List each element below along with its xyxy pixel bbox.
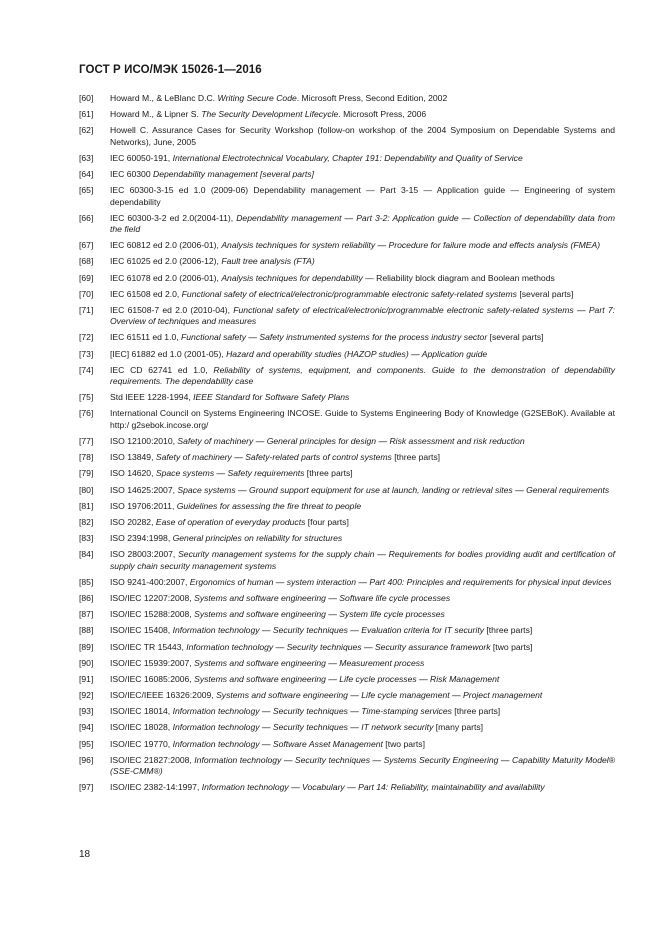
reference-number: [78]	[79, 452, 94, 463]
reference-text-segment: IEC 61025 ed 2.0 (2006-12),	[110, 256, 222, 267]
reference-number: [73]	[79, 348, 94, 359]
page-number: 18	[79, 849, 91, 860]
reference-title-italic: Information technology — Security techniques — Security assurance framework	[186, 641, 491, 652]
reference-number: [92]	[79, 690, 94, 701]
reference-text-segment: [many parts]	[433, 722, 484, 733]
reference-text-segment: [three parts]	[484, 625, 533, 636]
reference-item	[79, 305, 615, 328]
reference-title-italic: Functional safety — Safety instrumented systems for the process industry sector	[181, 332, 488, 343]
reference-text	[110, 674, 615, 685]
reference-text-segment: ISO 19706:2011,	[110, 500, 177, 511]
reference-item	[79, 782, 615, 793]
reference-title-italic: Space systems — Ground support equipment for use at launch, landing or retrieval sites — General requirements	[177, 484, 610, 495]
reference-title-italic: Fault tree analysis (FTA)	[221, 256, 315, 267]
reference-item	[79, 593, 615, 604]
reference-text-segment: ISO 28003:2007,	[110, 549, 179, 560]
reference-text-segment: Howard M., & Lipner S.	[110, 109, 202, 120]
reference-number: [95]	[79, 738, 94, 749]
reference-title-italic: Information technology — Security techniques — Systems Security Engineering — Capability Maturity Model® (SSE-CMM®)	[110, 754, 615, 777]
reference-text	[110, 169, 615, 180]
reference-text-segment: [two parts]	[382, 738, 425, 749]
reference-text	[110, 501, 615, 512]
reference-item	[79, 436, 615, 447]
reference-text	[110, 436, 615, 447]
reference-text-segment: . Microsoft Press, Second Edition, 2002	[296, 93, 448, 103]
reference-text-segment: IEC 60300-3-2 ed 2.0(2004-11),	[110, 212, 237, 223]
reference-number: [60]	[79, 93, 94, 103]
reference-text-segment: IEC 60812 ed 2.0 (2006-01),	[110, 240, 222, 251]
reference-item	[79, 625, 615, 636]
reference-text	[110, 93, 615, 104]
reference-number: [65]	[79, 185, 94, 196]
reference-text-segment: ISO/IEC 18028,	[110, 722, 173, 733]
reference-item	[79, 739, 615, 750]
reference-number: [83]	[79, 533, 94, 544]
reference-number: [88]	[79, 625, 94, 636]
reference-text-segment: ISO 14620,	[110, 468, 156, 479]
reference-text	[110, 289, 615, 300]
reference-text-segment: [three parts]	[451, 706, 501, 717]
reference-title-italic: Systems and software engineering — Life cycle processes — Risk Management	[194, 673, 500, 684]
reference-text-segment: ISO/IEC/IEEE 16326:2009,	[110, 690, 217, 701]
reference-list	[79, 93, 615, 799]
reference-text	[110, 408, 615, 431]
reference-title-italic: Analysis techniques for dependability	[221, 272, 363, 283]
reference-item	[79, 332, 615, 343]
reference-number: [94]	[79, 722, 94, 733]
reference-title-italic: Safety of machinery — General principles for design — Risk assessment and risk reduction	[177, 435, 525, 446]
reference-text-segment: . Microsoft Press, 2006	[338, 109, 427, 120]
reference-text	[110, 609, 615, 620]
reference-title-italic: The Security Development Lifecycle	[201, 109, 339, 120]
reference-text	[110, 305, 615, 328]
reference-number: [97]	[79, 782, 94, 793]
reference-text-segment: ISO/IEC 16085:2006,	[110, 673, 195, 684]
reference-number: [93]	[79, 706, 94, 717]
reference-title-italic: General principles on reliability for structures	[172, 533, 343, 544]
reference-title-italic: Hazard and operability studies (HAZOP studies) — Application guide	[226, 348, 488, 359]
reference-text	[110, 213, 615, 236]
reference-title-italic: Guidelines for assessing the fire threat to people	[176, 500, 362, 511]
reference-number: [70]	[79, 288, 94, 299]
reference-number: [80]	[79, 484, 94, 495]
reference-item	[79, 185, 615, 208]
reference-item	[79, 213, 615, 236]
reference-title-italic: International Electrotechnical Vocabulary, Chapter 191: Dependability and Quality of Service	[172, 152, 523, 163]
reference-title-italic: Information technology — Security techniques — IT network security	[172, 722, 434, 733]
reference-text	[110, 109, 615, 120]
reference-text	[110, 706, 615, 717]
reference-item	[79, 109, 615, 120]
reference-text-segment: ISO 14625:2007,	[110, 484, 178, 495]
reference-number: [71]	[79, 304, 94, 315]
reference-number: [82]	[79, 516, 94, 527]
reference-text-segment: ISO/IEC TR 15443,	[110, 641, 187, 652]
reference-text	[110, 452, 615, 463]
reference-text-segment: International Council on Systems Engineering INCOSE. Guide to Systems Engineering Body of Knowledge (G2SEBoK). Available at http:/ g2sebok.incose.org/	[110, 408, 615, 430]
reference-item	[79, 577, 615, 588]
reference-text	[110, 256, 615, 267]
reference-text	[110, 517, 615, 528]
reference-number: [90]	[79, 657, 94, 668]
reference-title-italic: IEEE Standard for Software Safety Plans	[193, 392, 350, 403]
reference-text-segment: IEC 61078 ed 2.0 (2006-01),	[110, 272, 222, 283]
reference-item	[79, 674, 615, 685]
reference-number: [81]	[79, 500, 94, 511]
reference-item	[79, 517, 615, 528]
reference-title-italic: Systems and software engineering — Software life cycle processes	[194, 592, 451, 603]
reference-item	[79, 93, 615, 104]
reference-text-segment: ISO 9241-400:2007,	[110, 576, 190, 587]
reference-text-segment: [three parts]	[391, 452, 441, 463]
reference-number: [61]	[79, 109, 94, 120]
reference-number: [79]	[79, 468, 94, 479]
reference-text	[110, 625, 615, 636]
reference-text-segment: [IEC] 61882 ed 1.0 (2001-05),	[110, 348, 227, 359]
reference-title-italic: Writing Secure Code	[217, 93, 297, 103]
reference-text-segment: ISO/IEC 12207:2008,	[110, 592, 195, 603]
reference-item	[79, 289, 615, 300]
reference-number: [64]	[79, 169, 94, 180]
reference-title-italic: Dependability management — Part 3-2: Application guide — Collection of dependability data from the field	[110, 212, 615, 235]
reference-title-italic: Ergonomics of human — system interaction — Part 400: Principles and requirements for physical input devices	[189, 576, 612, 587]
reference-text-segment: ISO/IEC 15939:2007,	[110, 657, 195, 668]
reference-number: [89]	[79, 641, 94, 652]
reference-text	[110, 690, 615, 701]
reference-text	[110, 485, 615, 496]
reference-number: [62]	[79, 125, 94, 136]
reference-text	[110, 658, 615, 669]
reference-text	[110, 153, 615, 164]
reference-number: [77]	[79, 435, 94, 446]
reference-text-segment: IEC 60050-191,	[110, 152, 173, 163]
reference-text-segment: ISO 12100:2010,	[110, 435, 178, 446]
reference-title-italic: Functional safety of electrical/electronic/programmable electronic safety-related systems — Part 7: Overview of techniques and measures	[110, 304, 615, 327]
reference-item	[79, 501, 615, 512]
reference-text	[110, 593, 615, 604]
reference-item	[79, 549, 615, 572]
reference-title-italic: Analysis techniques for system reliability — Procedure for failure mode and effects analysis (FMEA)	[221, 240, 601, 251]
reference-number: [74]	[79, 364, 94, 375]
reference-text-segment: — Reliability block diagram and Boolean methods	[362, 272, 555, 283]
reference-text	[110, 365, 615, 388]
reference-item	[79, 485, 615, 496]
reference-text-segment: [four parts]	[305, 516, 349, 527]
reference-text	[110, 755, 615, 778]
reference-text-segment: Howard M., & LeBlanc D.C.	[110, 93, 218, 103]
reference-title-italic: Functional safety of electrical/electronic/programmable electronic safety-related systems	[181, 288, 517, 299]
reference-text-segment: Std IEEE 1228-1994,	[110, 392, 194, 403]
reference-text-segment: IEC CD 62741 ed 1.0,	[110, 364, 214, 375]
reference-title-italic: Reliability of systems, equipment, and components. Guide to the demonstration of dependability requirements. The dependability case	[110, 364, 615, 387]
reference-number: [85]	[79, 576, 94, 587]
reference-title-italic: Security management systems for the supply chain — Requirements for bodies providing audit and certification of supply chain security management systems	[110, 549, 615, 571]
reference-text	[110, 392, 615, 403]
reference-text-segment: ISO/IEC 15408,	[110, 625, 173, 636]
reference-title-italic: Safety of machinery — Safety-related parts of control systems	[155, 452, 392, 463]
reference-text-segment: ISO/IEC 18014,	[110, 706, 173, 717]
reference-text	[110, 722, 615, 733]
reference-item	[79, 392, 615, 403]
reference-item	[79, 609, 615, 620]
reference-number: [96]	[79, 754, 94, 765]
reference-text	[110, 332, 615, 343]
reference-number: [84]	[79, 549, 94, 560]
reference-item	[79, 722, 615, 733]
reference-text	[110, 533, 615, 544]
reference-item	[79, 642, 615, 653]
reference-number: [68]	[79, 256, 94, 267]
reference-title-italic: Systems and software engineering — Life cycle management — Project management	[216, 690, 543, 701]
reference-text-segment: ISO 13849,	[110, 452, 156, 463]
reference-text-segment: IEC 60300-3-15 ed 1.0 (2009-06) Dependability management — Part 3-15 — Application guide — Engineering of system dependability	[110, 185, 615, 207]
reference-number: [72]	[79, 332, 94, 343]
reference-text	[110, 185, 615, 208]
reference-text-segment: ISO 2394:1998,	[110, 533, 173, 544]
reference-item	[79, 452, 615, 463]
reference-number: [67]	[79, 240, 94, 251]
reference-text-segment: ISO/IEC 15288:2008,	[110, 609, 195, 620]
reference-item	[79, 273, 615, 284]
reference-text-segment: IEC 61511 ed 1.0,	[110, 332, 182, 343]
reference-item	[79, 125, 615, 148]
reference-text-segment: [three parts]	[304, 468, 353, 479]
reference-number: [63]	[79, 152, 94, 163]
reference-item	[79, 706, 615, 717]
reference-text-segment: Howell C. Assurance Cases for Security Workshop (follow-on workshop of the 2004 Symposium on Dependable Systems and Networks), June, 2005	[110, 125, 615, 147]
reference-item	[79, 153, 615, 164]
reference-title-italic: Systems and software engineering — Measurement process	[194, 657, 425, 668]
reference-number: [69]	[79, 272, 94, 283]
reference-text	[110, 782, 615, 793]
document-header: ГОСТ Р ИСО/МЭК 15026-1—2016	[79, 64, 262, 76]
reference-number: [66]	[79, 212, 94, 223]
reference-item	[79, 408, 615, 431]
reference-item	[79, 365, 615, 388]
reference-item	[79, 533, 615, 544]
reference-item	[79, 240, 615, 251]
reference-number: [76]	[79, 408, 94, 419]
reference-title-italic: Information technology — Security techniques — Evaluation criteria for IT security	[172, 625, 485, 636]
reference-text-segment: [two parts]	[490, 641, 533, 652]
reference-item	[79, 690, 615, 701]
reference-number: [86]	[79, 592, 94, 603]
reference-title-italic: Space systems — Safety requirements	[155, 468, 305, 479]
reference-item	[79, 349, 615, 360]
reference-text-segment: ISO/IEC 19770,	[110, 738, 173, 749]
reference-title-italic: Ease of operation of everyday products	[155, 516, 306, 527]
reference-text-segment: [several parts]	[516, 288, 574, 299]
reference-text	[110, 125, 615, 148]
reference-number: [91]	[79, 673, 94, 684]
reference-item	[79, 169, 615, 180]
reference-text-segment: [several parts]	[487, 332, 544, 343]
reference-title-italic: Information technology — Vocabulary — Part 14: Reliability, maintainability and availability	[201, 782, 545, 793]
reference-text-segment: IEC 61508-7 ed 2.0 (2010-04),	[110, 304, 234, 315]
reference-item	[79, 256, 615, 267]
reference-title-italic: Information technology — Software Asset Management	[172, 738, 383, 749]
reference-text	[110, 349, 615, 360]
reference-number: [75]	[79, 392, 94, 403]
reference-text	[110, 273, 615, 284]
reference-text-segment: IEC 60300	[110, 169, 153, 180]
reference-text	[110, 468, 615, 479]
reference-text	[110, 642, 615, 653]
reference-title-italic: Systems and software engineering — System life cycle processes	[194, 609, 445, 620]
reference-text	[110, 549, 615, 572]
reference-text	[110, 577, 615, 588]
reference-text-segment: ISO 20282,	[110, 516, 156, 527]
reference-text-segment: ISO/IEC 2382-14:1997,	[110, 782, 202, 793]
reference-title-italic: Dependability management [several parts]	[153, 169, 314, 180]
reference-item	[79, 658, 615, 669]
reference-item	[79, 755, 615, 778]
reference-title-italic: Information technology — Security techniques — Time-stamping services	[172, 706, 452, 717]
reference-text-segment: IEC 61508 ed 2.0,	[110, 288, 182, 299]
reference-text	[110, 739, 615, 750]
reference-text-segment: ISO/IEC 21827:2008,	[110, 754, 195, 765]
reference-text	[110, 240, 615, 251]
reference-item	[79, 468, 615, 479]
reference-number: [87]	[79, 609, 94, 620]
